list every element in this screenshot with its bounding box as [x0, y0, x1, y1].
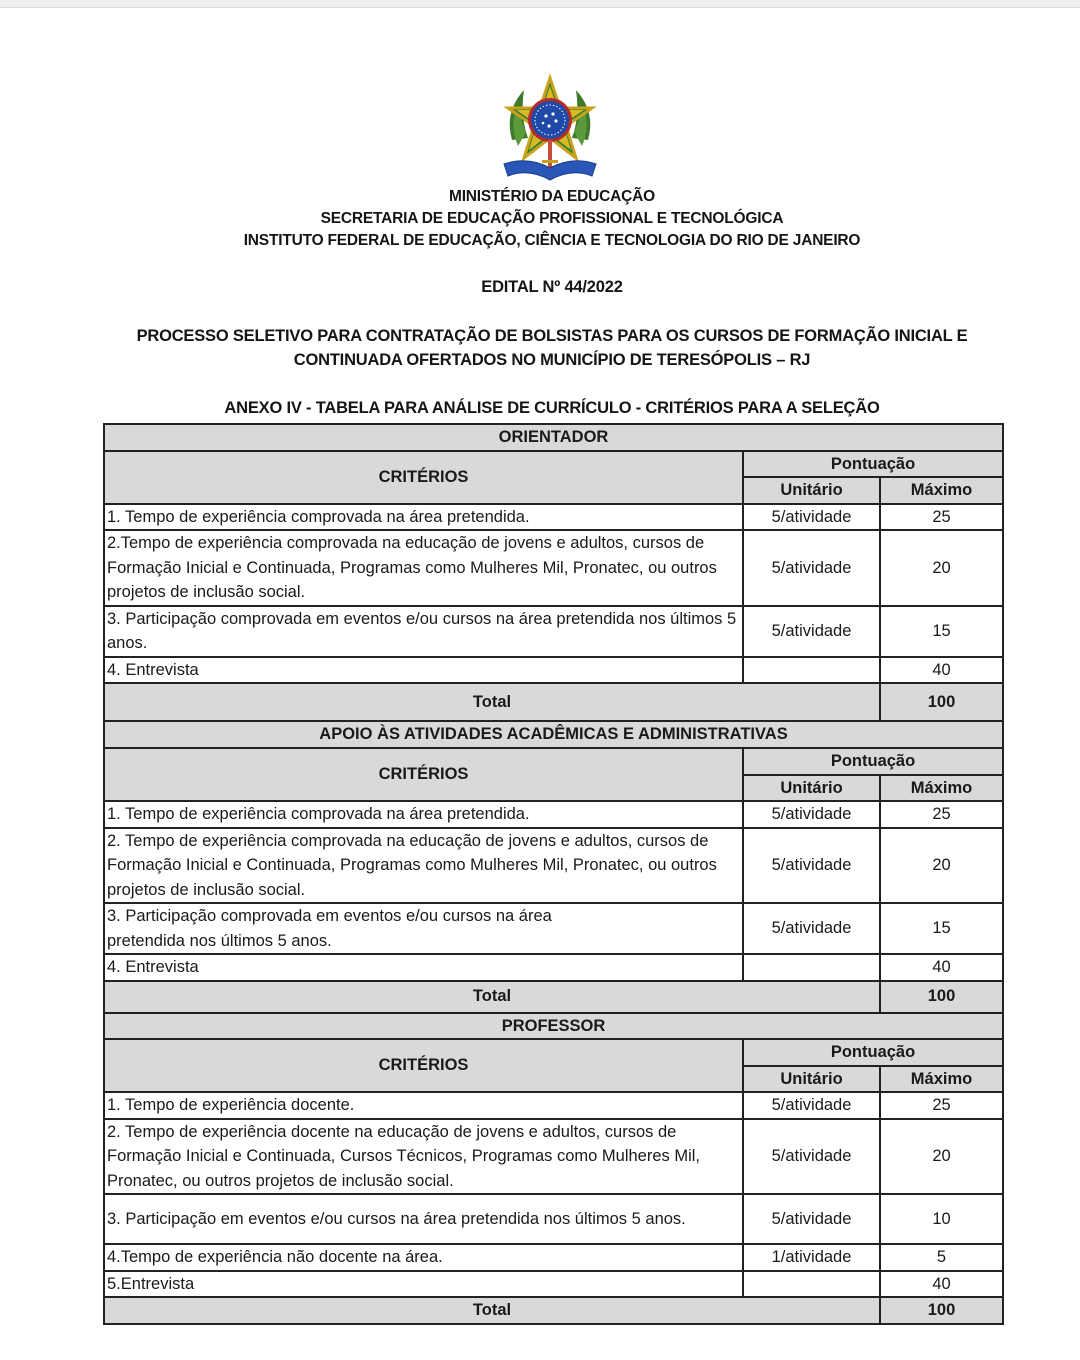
table-row	[104, 657, 1003, 684]
max-value: 25	[880, 801, 1003, 828]
institute-heading: INSTITUTO FEDERAL DE EDUCAÇÃO, CIÊNCIA E TECNOLOGIA DO RIO DE JANEIRO	[243, 232, 861, 249]
criterion-text: 2.Tempo de experiência comprovada na educação de jovens e adultos, cursos de Formação Inicial e Continuada, Programas como Mulheres Mil, Pronatec, ou outros projetos de inclusão social.	[104, 530, 743, 606]
unit-value: 5/atividade	[743, 504, 880, 531]
table-row	[104, 1119, 1003, 1195]
table-row	[104, 530, 1003, 606]
unit-value: 5/atividade	[743, 1119, 880, 1195]
criterion-text: 1. Tempo de experiência docente.	[104, 1092, 743, 1119]
process-title-line1: PROCESSO SELETIVO PARA CONTRATAÇÃO DE BOLSISTAS PARA OS CURSOS DE FORMAÇÃO INICIAL E	[136, 327, 968, 345]
unit-value	[743, 954, 880, 981]
total-label: Total	[104, 683, 880, 721]
unit-value: 5/atividade	[743, 903, 880, 954]
unit-column-header: Unitário	[743, 1066, 880, 1093]
section-header-professor	[104, 1013, 1003, 1040]
edital-number: EDITAL Nº 44/2022	[481, 278, 623, 296]
table-row	[104, 1092, 1003, 1119]
total-row	[104, 1297, 1003, 1324]
max-column-header: Máximo	[880, 1066, 1003, 1093]
total-value: 100	[880, 683, 1003, 721]
section-header-orientador	[104, 424, 1003, 451]
criterion-text: 1. Tempo de experiência comprovada na área pretendida.	[104, 801, 743, 828]
section-header-apoio	[104, 721, 1003, 748]
unit-value: 5/atividade	[743, 530, 880, 606]
criteria-column-header: CRITÉRIOS	[104, 451, 743, 504]
criterion-text: 4.Tempo de experiência não docente na área.	[104, 1244, 743, 1271]
total-label: Total	[104, 1297, 880, 1324]
max-value: 15	[880, 903, 1003, 954]
criteria-column-header: CRITÉRIOS	[104, 748, 743, 801]
section-title: APOIO ÀS ATIVIDADES ACADÊMICAS E ADMINISTRATIVAS	[104, 721, 1003, 748]
table-row	[104, 1271, 1003, 1298]
unit-value: 5/atividade	[743, 1194, 880, 1244]
table-row	[104, 1194, 1003, 1244]
section-title: PROFESSOR	[104, 1013, 1003, 1040]
table-row	[104, 606, 1003, 657]
unit-value: 5/atividade	[743, 606, 880, 657]
unit-value: 1/atividade	[743, 1244, 880, 1271]
score-column-header: Pontuação	[743, 748, 1003, 775]
unit-value	[743, 1271, 880, 1298]
max-value: 5	[880, 1244, 1003, 1271]
table-row	[104, 954, 1003, 981]
unit-value: 5/atividade	[743, 1092, 880, 1119]
secretariat-heading: SECRETARIA DE EDUCAÇÃO PROFISSIONAL E TECNOLÓGICA	[320, 210, 784, 227]
total-value: 100	[880, 1297, 1003, 1324]
table-row	[104, 903, 1003, 954]
unit-value: 5/atividade	[743, 828, 880, 904]
max-value: 25	[880, 504, 1003, 531]
max-value: 20	[880, 828, 1003, 904]
max-column-header: Máximo	[880, 477, 1003, 504]
criterion-text: 3. Participação comprovada em eventos e/ou cursos na área pretendida nos últimos 5 anos.	[104, 606, 743, 657]
total-label: Total	[104, 981, 880, 1013]
max-value: 40	[880, 1271, 1003, 1298]
total-value: 100	[880, 981, 1003, 1013]
section-title: ORIENTADOR	[104, 424, 1003, 451]
criteria-table	[103, 423, 1004, 1325]
criterion-text: 2. Tempo de experiência docente na educação de jovens e adultos, cursos de Formação Inicial e Continuada, Cursos Técnicos, Programas como Mulheres Mil, Pronatec, ou outros projetos de inclusão social.	[104, 1119, 743, 1195]
column-header-row	[104, 1039, 1003, 1066]
viewer-top-bar	[0, 0, 1080, 8]
table-row	[104, 828, 1003, 904]
criterion-text: 4. Entrevista	[104, 954, 743, 981]
max-value: 40	[880, 954, 1003, 981]
max-value: 40	[880, 657, 1003, 684]
unit-value	[743, 657, 880, 684]
ministry-heading: MINISTÉRIO DA EDUCAÇÃO	[448, 188, 655, 205]
unit-column-header: Unitário	[743, 775, 880, 802]
table-row	[104, 504, 1003, 531]
max-value: 15	[880, 606, 1003, 657]
max-value: 10	[880, 1194, 1003, 1244]
score-column-header: Pontuação	[743, 1039, 1003, 1066]
total-row	[104, 683, 1003, 721]
unit-value: 5/atividade	[743, 801, 880, 828]
coat-of-arms-icon	[498, 72, 602, 188]
max-value: 20	[880, 1119, 1003, 1195]
table-row	[104, 1244, 1003, 1271]
unit-column-header: Unitário	[743, 477, 880, 504]
max-column-header: Máximo	[880, 775, 1003, 802]
criteria-column-header: CRITÉRIOS	[104, 1039, 743, 1092]
criterion-text: 5.Entrevista	[104, 1271, 743, 1298]
column-header-row	[104, 451, 1003, 478]
max-value: 20	[880, 530, 1003, 606]
score-column-header: Pontuação	[743, 451, 1003, 478]
criterion-text: 3. Participação em eventos e/ou cursos na área pretendida nos últimos 5 anos.	[104, 1194, 743, 1244]
column-header-row	[104, 748, 1003, 775]
table-row	[104, 801, 1003, 828]
process-title-line2: CONTINUADA OFERTADOS NO MUNICÍPIO DE TERESÓPOLIS – RJ	[293, 351, 811, 369]
criterion-text: 2. Tempo de experiência comprovada na educação de jovens e adultos, cursos de Formação Inicial e Continuada, Programas como Mulheres Mil, Pronatec, ou outros projetos de inclusão social.	[104, 828, 743, 904]
annex-title: ANEXO IV - TABELA PARA ANÁLISE DE CURRÍCULO - CRITÉRIOS PARA A SELEÇÃO	[224, 399, 880, 417]
criterion-text: 1. Tempo de experiência comprovada na área pretendida.	[104, 504, 743, 531]
criterion-text: 3. Participação comprovada em eventos e/ou cursos na área pretendida nos últimos 5 anos.	[104, 903, 743, 954]
criterion-text: 4. Entrevista	[104, 657, 743, 684]
max-value: 25	[880, 1092, 1003, 1119]
total-row	[104, 981, 1003, 1013]
